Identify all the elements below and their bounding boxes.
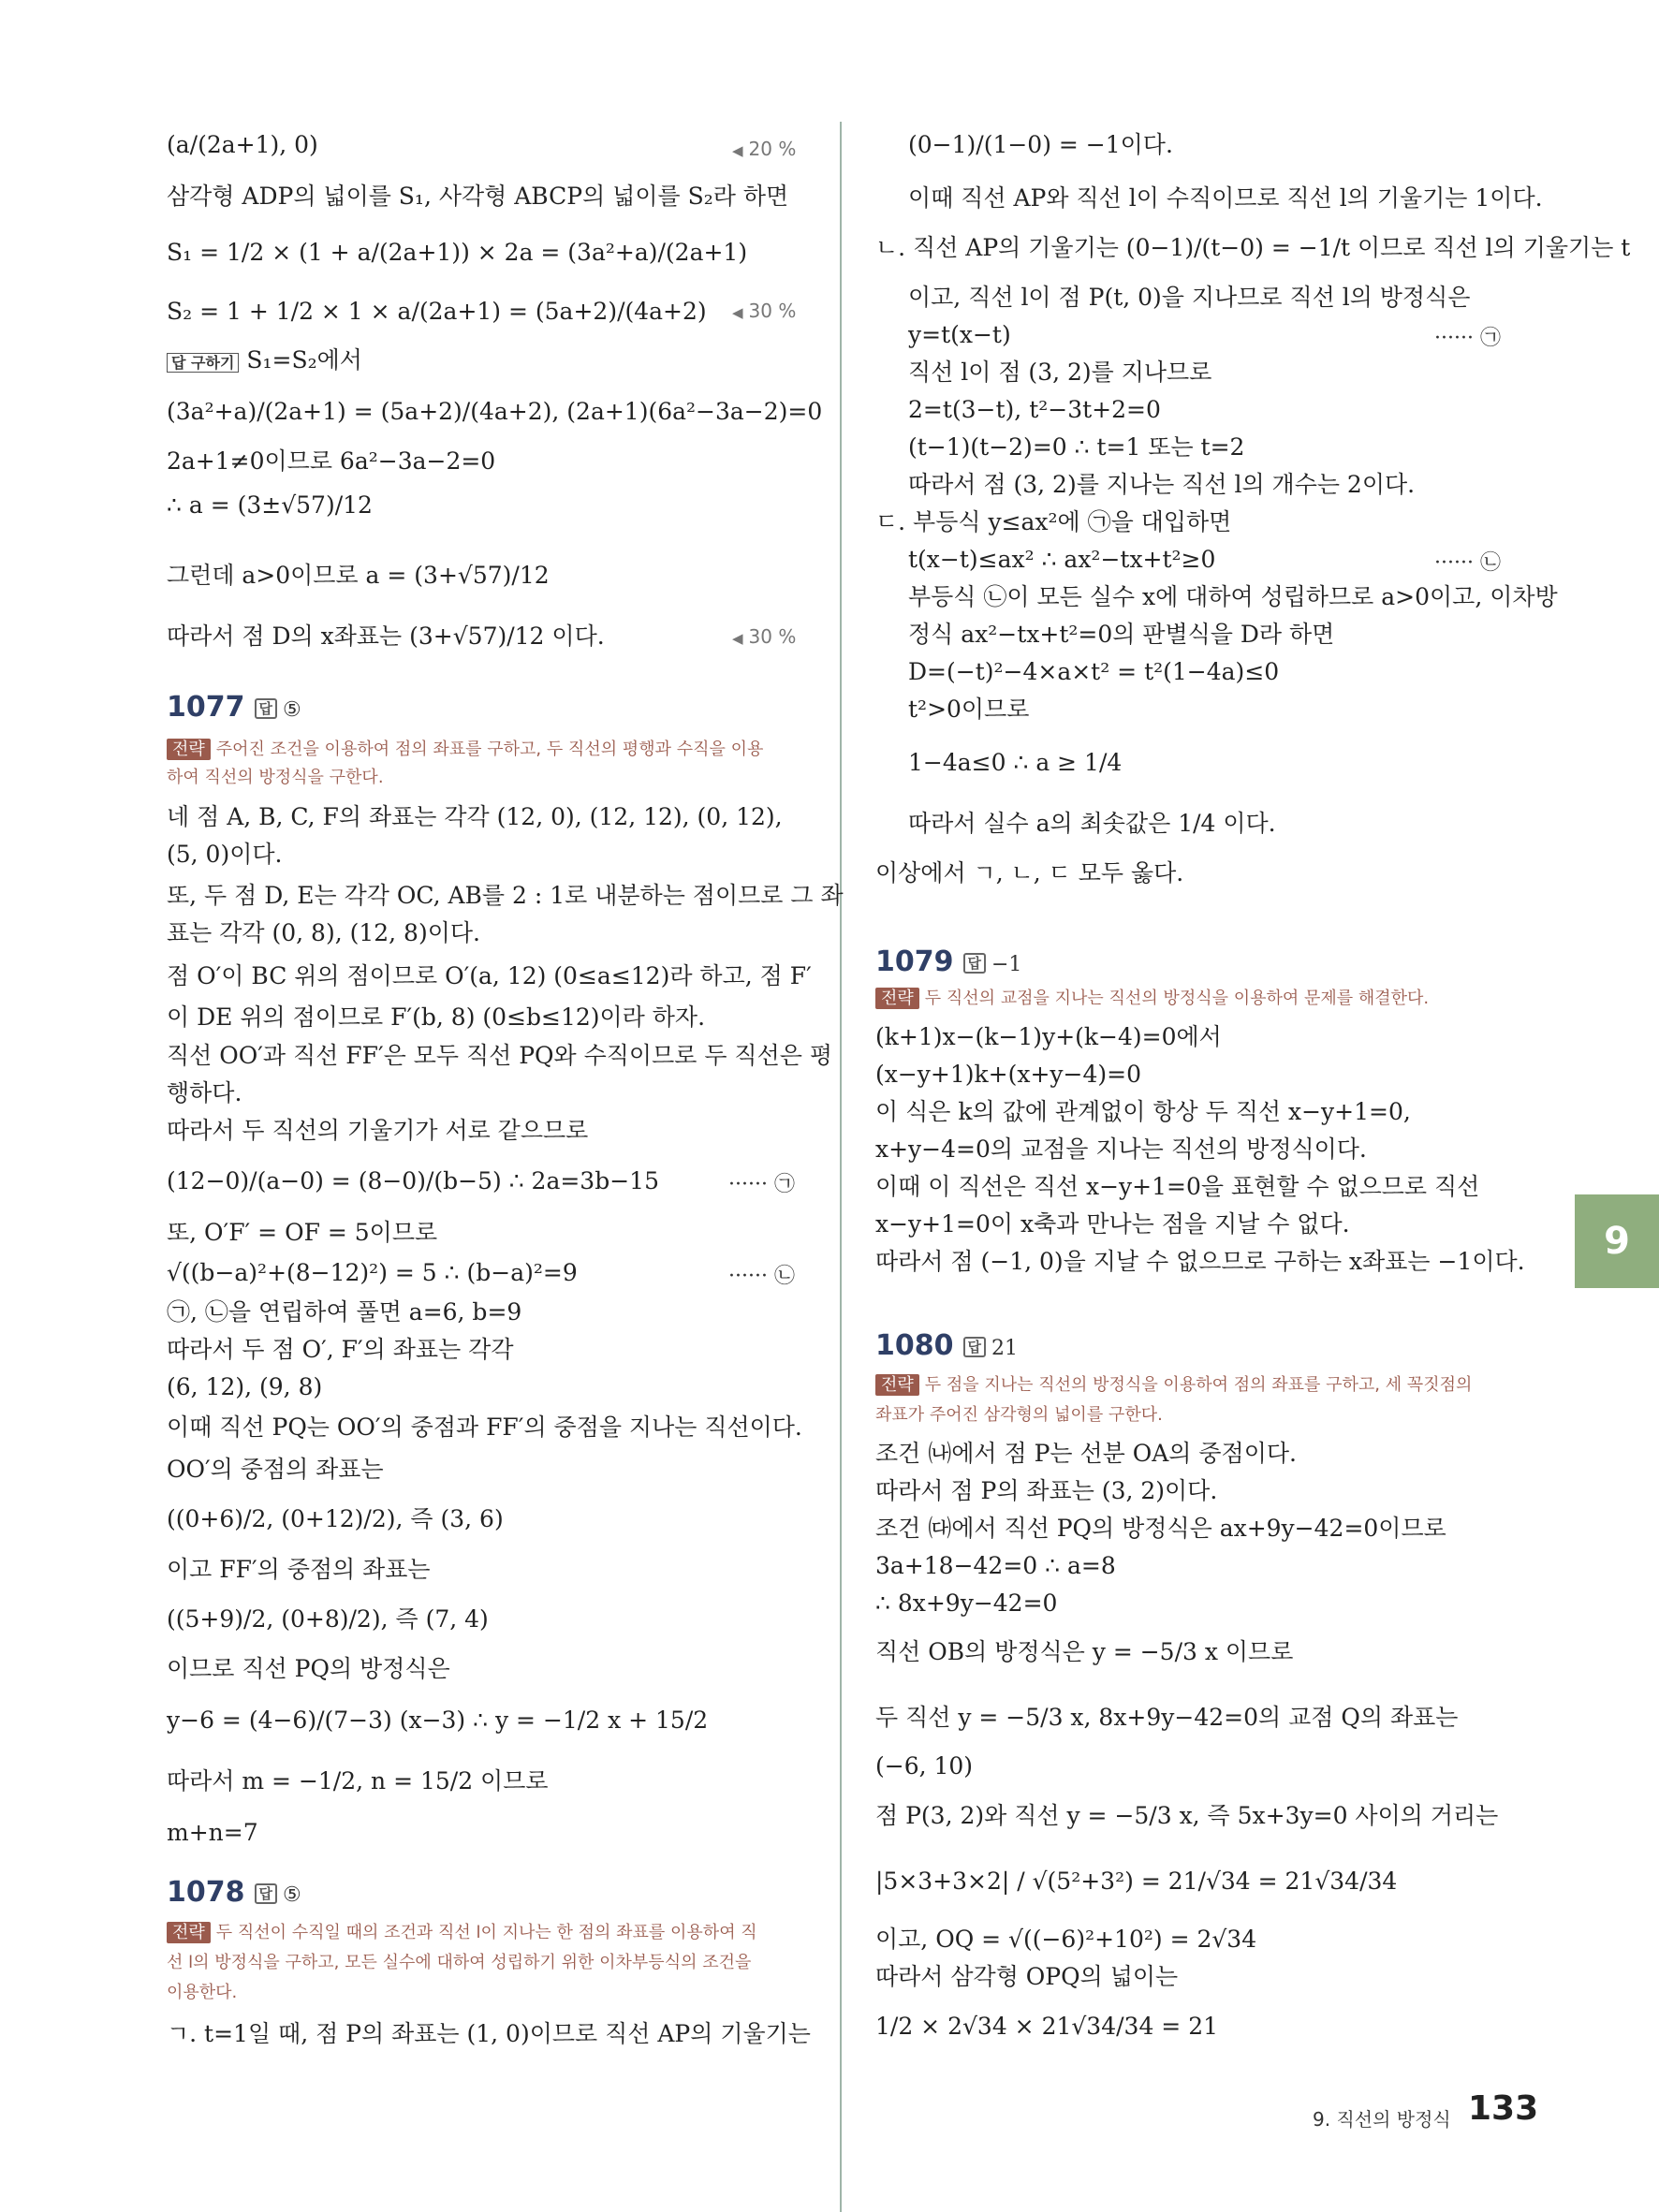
problem-header-1080: 1080 답 21: [875, 1329, 1018, 1362]
text-line: 이상에서 ㄱ, ㄴ, ㄷ 모두 옳다.: [875, 859, 1184, 886]
score-percent: ◀ 30 %: [732, 300, 797, 322]
text-line: 직선 OB의 방정식은 y = −5/3 x 이므로: [875, 1638, 1294, 1665]
formula-line: S₂ = 1 + 1/2 × 1 × a/(2a+1) = (5a+2)/(4a+2): [167, 298, 707, 325]
text-line: 따라서 점 (−1, 0)을 지날 수 없으므로 구하는 x좌표는 −1이다.: [875, 1248, 1525, 1275]
formula-line: √((b−a)²+(8−12)²) = 5 ∴ (b−a)²=9: [167, 1259, 578, 1286]
formula-line: |5×3+3×2| / √(5²+3²) = 21/√34 = 21√34/34: [875, 1868, 1398, 1895]
formula-line: t(x−t)≤ax² ∴ ax²−tx+t²≥0: [908, 546, 1216, 573]
page-number: 133: [1468, 2089, 1539, 2128]
answer-value: ⑤: [283, 1883, 301, 1907]
strategy-line: 이용한다.: [167, 1983, 238, 2002]
text-line: 따라서 두 직선의 기울기가 서로 같으므로: [167, 1117, 589, 1144]
answer-badge: 답: [255, 698, 278, 719]
text-line: 또, 두 점 D, E는 각각 OC, AB를 2 : 1로 내분하는 점이므로 그 좌: [167, 882, 844, 909]
score-percent: ◀ 20 %: [732, 138, 797, 160]
footer-chapter-title: 9. 직선의 방정식: [1313, 2108, 1451, 2131]
strategy-tag: 전략: [875, 988, 919, 1009]
strategy-line: 전략 주어진 조건을 이용하여 점의 좌표를 구하고, 두 직선의 평행과 수직을 이용: [167, 736, 763, 764]
formula-line: ∴ 8x+9y−42=0: [875, 1589, 1058, 1617]
answer-step-label: 답 구하기: [167, 353, 239, 373]
text-line: 직선 l이 점 (3, 2)를 지나므로: [908, 359, 1212, 386]
text-line: x+y−4=0의 교점을 지나는 직선의 방정식이다.: [875, 1135, 1367, 1163]
text-line: 조건 ㈏에서 점 P는 선분 OA의 중점이다.: [875, 1440, 1297, 1467]
formula-line: ∴ a = (3±√57)/12: [167, 491, 373, 519]
answer-badge: 답: [255, 1883, 278, 1904]
strategy-tag: 전략: [167, 739, 211, 760]
answer-step: 답 구하기 S₁=S₂에서: [167, 346, 362, 377]
equation-mark: ······ ㉠: [1434, 327, 1501, 350]
text-line: 따라서 실수 a의 최솟값은 1/4 이다.: [908, 810, 1276, 837]
text-line: 행하다.: [167, 1079, 242, 1106]
text-line: 이때 직선 PQ는 OO′의 중점과 FF′의 중점을 지나는 직선이다.: [167, 1414, 802, 1441]
text-line: 또, O′F′ = OF = 5이므로: [167, 1219, 438, 1246]
text-line: OO′의 중점의 좌표는: [167, 1456, 384, 1483]
text-line: 이 DE 위의 점이므로 F′(b, 8) (0≤b≤12)이라 하자.: [167, 1003, 706, 1031]
chapter-tab: 9: [1575, 1194, 1659, 1288]
text-line: 이고, 직선 l이 점 P(t, 0)을 지나므로 직선 l의 방정식은: [908, 284, 1471, 311]
text-line: 이때 이 직선은 직선 x−y+1=0을 표현할 수 없으므로 직선: [875, 1173, 1480, 1200]
formula-line: ((5+9)/2, (0+8)/2), 즉 (7, 4): [167, 1605, 489, 1633]
text-line: 이고 FF′의 중점의 좌표는: [167, 1556, 431, 1583]
text-line: 직선 OO′과 직선 FF′은 모두 직선 PQ와 수직이므로 두 직선은 평: [167, 1042, 832, 1069]
problem-header-1078: 1078 답 ⑤: [167, 1876, 301, 1909]
answer-value: ⑤: [283, 698, 301, 722]
strategy-line: 전략 두 점을 지나는 직선의 방정식을 이용하여 점의 좌표를 구하고, 세 꼭짓점의: [875, 1371, 1472, 1399]
equation-mark: ······ ㉠: [728, 1173, 795, 1196]
text-line: 부등식 ㉡이 모든 실수 x에 대하여 성립하므로 a>0이고, 이차방: [908, 583, 1558, 610]
text-line: 두 직선 y = −5/3 x, 8x+9y−42=0의 교점 Q의 좌표는: [875, 1704, 1459, 1731]
column-divider: [840, 122, 842, 2212]
strategy-line: 선 l의 방정식을 구하고, 모든 실수에 대하여 성립하기 위한 이차부등식의 조건을: [167, 1953, 752, 1972]
formula-line: (t−1)(t−2)=0 ∴ t=1 또는 t=2: [908, 433, 1245, 461]
formula-line: y=t(x−t): [908, 321, 1011, 348]
strategy-tag: 전략: [875, 1374, 919, 1396]
text-line: 표는 각각 (0, 8), (12, 8)이다.: [167, 919, 480, 946]
score-percent: ◀ 30 %: [732, 625, 797, 648]
strategy-line: 전략 두 직선의 교점을 지나는 직선의 방정식을 이용하여 문제를 해결한다.: [875, 985, 1429, 1013]
text-line: 따라서 두 점 O′, F′의 좌표는 각각: [167, 1336, 514, 1363]
text-line: 네 점 A, B, C, F의 좌표는 각각 (12, 0), (12, 12), (0, 12),: [167, 803, 783, 830]
text-line: (5, 0)이다.: [167, 841, 283, 868]
formula-line: (k+1)x−(k−1)y+(k−4)=0에서: [875, 1023, 1222, 1050]
strategy-line: 전략 두 직선이 수직일 때의 조건과 직선 l이 지나는 한 점의 좌표를 이용하여 직: [167, 1919, 757, 1947]
text-line: 따라서 점 D의 x좌표는 (3+√57)/12 이다.: [167, 623, 605, 650]
answer-value: 21: [991, 1337, 1018, 1360]
text-line: 조건 ㈐에서 직선 PQ의 방정식은 ax+9y−42=0이므로: [875, 1515, 1446, 1542]
text-line: 이때 직선 AP와 직선 l이 수직이므로 직선 l의 기울기는 1이다.: [908, 184, 1543, 212]
text-line: ㄷ. 부등식 y≤ax²에 ㉠을 대입하면: [875, 508, 1232, 535]
formula-line: (x−y+1)k+(x+y−4)=0: [875, 1061, 1142, 1088]
answer-value: −1: [991, 953, 1022, 976]
equation-mark: ······ ㉡: [728, 1265, 795, 1288]
formula-line: 1/2 × 2√34 × 21√34/34 = 21: [875, 2013, 1219, 2040]
equation-mark: ······ ㉡: [1434, 551, 1501, 575]
formula-line: 3a+18−42=0 ∴ a=8: [875, 1552, 1116, 1579]
text-line: (6, 12), (9, 8): [167, 1373, 323, 1400]
formula-line: y−6 = (4−6)/(7−3) (x−3) ∴ y = −1/2 x + 15/2: [167, 1707, 709, 1734]
problem-header-1077: 1077 답 ⑤: [167, 691, 301, 724]
formula-line: 1−4a≤0 ∴ a ≥ 1/4: [908, 749, 1123, 776]
formula-line: (−6, 10): [875, 1752, 974, 1780]
text-line: 2a+1≠0이므로 6a²−3a−2=0: [167, 447, 496, 475]
problem-header-1079: 1079 답 −1: [875, 945, 1022, 978]
formula-line: 2=t(3−t), t²−3t+2=0: [908, 396, 1161, 423]
text-line: 정식 ax²−tx+t²=0의 판별식을 D라 하면: [908, 621, 1335, 648]
text-line: x−y+1=0이 x축과 만나는 점을 지날 수 없다.: [875, 1210, 1350, 1238]
text-line: 따라서 점 P의 좌표는 (3, 2)이다.: [875, 1477, 1218, 1504]
text-line: t²>0이므로: [908, 696, 1030, 723]
formula-line: S₁ = 1/2 × (1 + a/(2a+1)) × 2a = (3a²+a)/(2a+1): [167, 239, 748, 266]
strategy-tag: 전략: [167, 1922, 211, 1943]
text-line: ㄱ. t=1일 때, 점 P의 좌표는 (1, 0)이므로 직선 AP의 기울기는: [167, 2020, 811, 2047]
answer-badge: 답: [963, 953, 987, 974]
text-line: 이므로 직선 PQ의 방정식은: [167, 1655, 450, 1682]
text-line: ㄴ. 직선 AP의 기울기는 (0−1)/(t−0) = −1/t 이므로 직선 l의 기울기는 t: [875, 234, 1631, 261]
strategy-line: 좌표가 주어진 삼각형의 넓이를 구한다.: [875, 1405, 1163, 1425]
text-line: ㉠, ㉡을 연립하여 풀면 a=6, b=9: [167, 1298, 522, 1326]
text-line: 점 O′이 BC 위의 점이므로 O′(a, 12) (0≤a≤12)라 하고, 점 F′: [167, 962, 812, 989]
text-line: m+n=7: [167, 1819, 258, 1846]
formula-line: 이고, OQ = √((−6)²+10²) = 2√34: [875, 1926, 1257, 1953]
text-line: 이 식은 k의 값에 관계없이 항상 두 직선 x−y+1=0,: [875, 1098, 1411, 1125]
formula-line: (0−1)/(1−0) = −1이다.: [908, 131, 1173, 158]
strategy-line: 하여 직선의 방정식을 구한다.: [167, 768, 384, 787]
answer-badge: 답: [963, 1337, 987, 1357]
text-line: 삼각형 ADP의 넓이를 S₁, 사각형 ABCP의 넓이를 S₂라 하면: [167, 183, 789, 210]
formula-line: (3a²+a)/(2a+1) = (5a+2)/(4a+2), (2a+1)(6a²−3a−2)=0: [167, 398, 823, 425]
text-line: 점 P(3, 2)와 직선 y = −5/3 x, 즉 5x+3y=0 사이의 거리는: [875, 1802, 1499, 1829]
text-line: 따라서 삼각형 OPQ의 넓이는: [875, 1963, 1179, 1990]
text-line: 따라서 m = −1/2, n = 15/2 이므로: [167, 1767, 549, 1795]
formula-line: D=(−t)²−4×a×t² = t²(1−4a)≤0: [908, 658, 1280, 685]
text-line: (a/(2a+1), 0): [167, 131, 318, 158]
text-line: 따라서 점 (3, 2)를 지나는 직선 l의 개수는 2이다.: [908, 471, 1416, 498]
text-line: 그런데 a>0이므로 a = (3+√57)/12: [167, 562, 550, 589]
formula-line: (12−0)/(a−0) = (8−0)/(b−5) ∴ 2a=3b−15: [167, 1167, 659, 1194]
formula-line: ((0+6)/2, (0+12)/2), 즉 (3, 6): [167, 1505, 504, 1532]
